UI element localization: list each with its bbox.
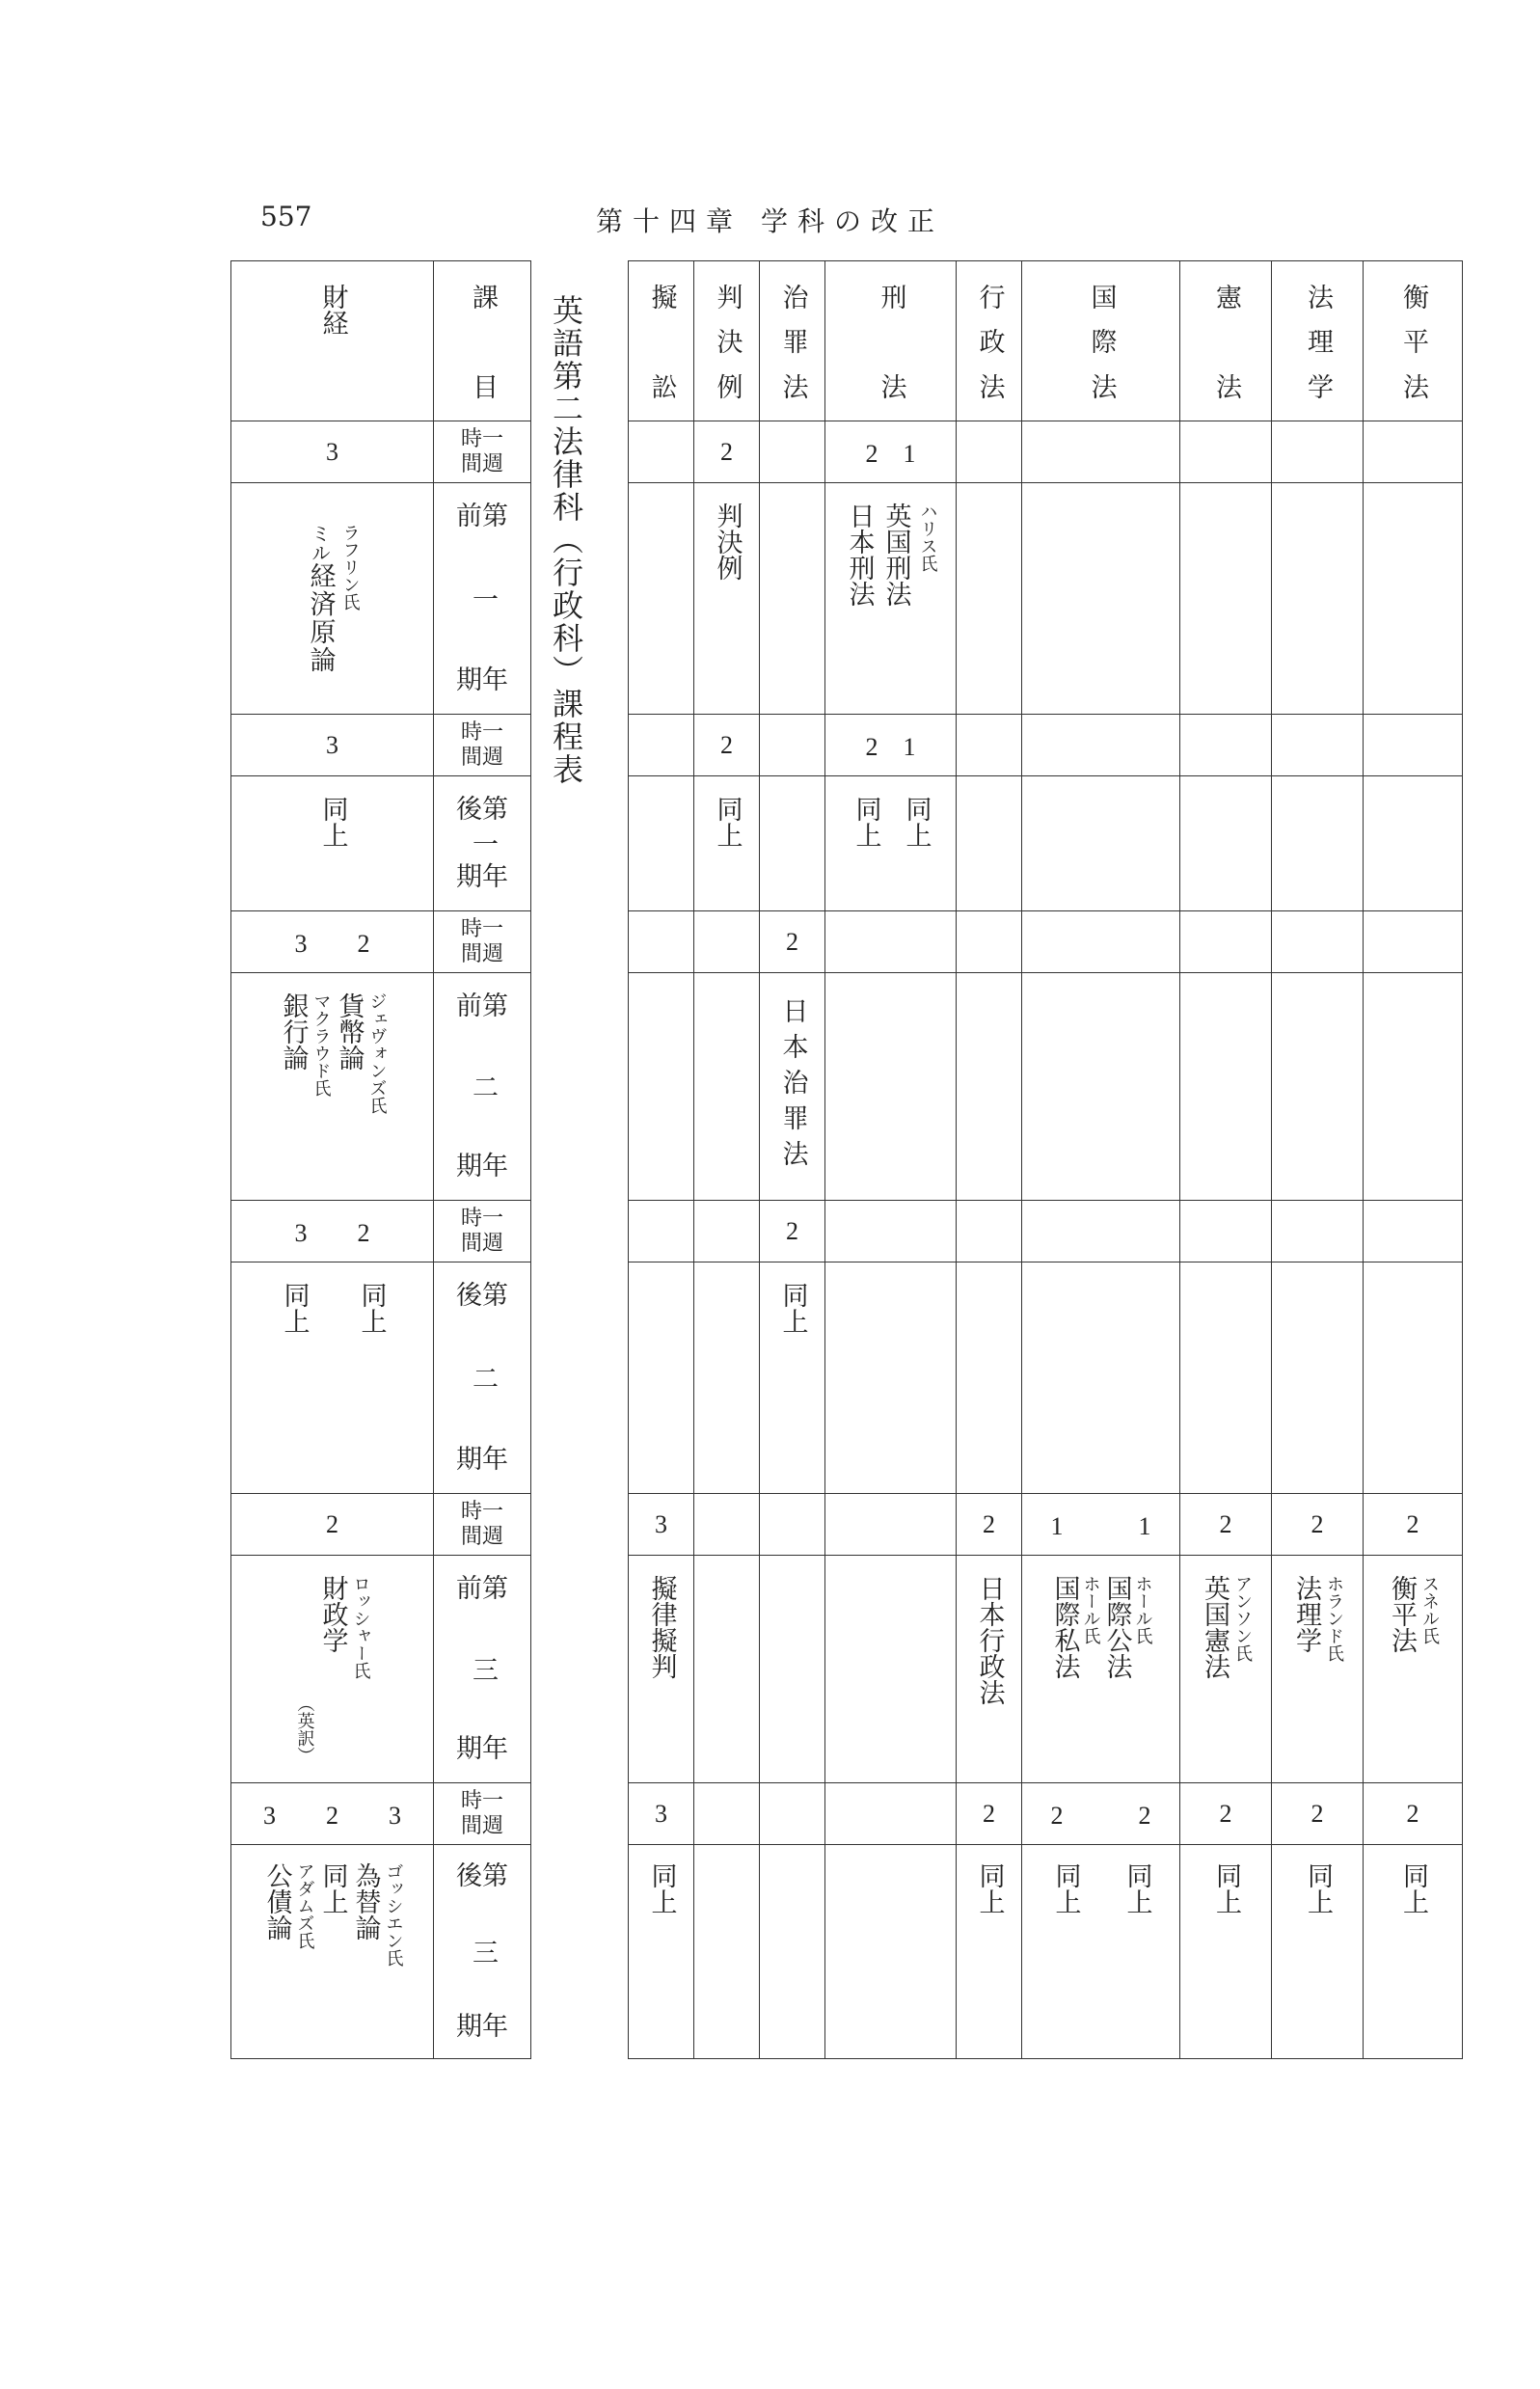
hours-y2-term1: 3 2 <box>231 911 434 973</box>
left-table: 財経 課 目 3 時一 間週 ラフリン氏 ミル 経済原論 前第 一 期年 3 時一 間週 同上 後第 一 期年 3 2 時一 間週 ジェヴォンズ氏 貨幣論 マクラウド氏 銀行論 前第 二 期年 3 2 時一 間週 同上 同上 後第 二 期年 2 時一 間週 ロッシャー氏 財政学 （英訳） 前第 三 期年 3 2 3 時一 間週 ゴッシエン氏 為替論 同上 アダムズ氏 公債論 後第 三 期年 <box>230 260 531 2059</box>
hours-y2-term2: 3 2 <box>231 1201 434 1262</box>
author-laughlin: ラフリン氏 <box>339 523 361 611</box>
header-administrative-law: 行 政 法 <box>957 261 1022 421</box>
subject-cell-y2-term1 <box>231 973 434 1201</box>
term-y1-term1 <box>434 483 531 715</box>
subject-cell-y2-term2: 同上 同上 <box>231 1262 434 1494</box>
header-row <box>629 261 1463 421</box>
running-head: 第十四章 学科の改正 <box>596 205 944 237</box>
subject-banking: 銀行論 <box>278 991 309 1071</box>
hours-y1-term1: 3 <box>231 421 434 483</box>
right-table: 擬 訟 判 決 例 治 罪 法 刑 法 行 政 法 国 際 法 憲 法 法 理 学 衡 平 法 2 2 1 判決例 ハリス氏 英国刑法 日本刑法 2 2 1 同上 同上 同上 2 日本治罪法 2 同上 3 2 1 1 2 2 2 擬律擬判 日本行政法 ホール氏 国際公法 ホール氏 国際私法 アンソン氏 英国憲法 ホランド氏 法理学 スネル氏 衡平法 3 2 2 2 2 2 2 同上 同上 同上 同上 同上 同上 同上 <box>628 260 1463 2059</box>
author-roscher: ロッシャー氏 <box>350 1574 371 1679</box>
jurisprudence-cell: ホランド氏 法理学 <box>1272 1556 1364 1783</box>
author-macleod: マクラウド氏 <box>311 991 332 1097</box>
subject-money: 貨幣論 <box>334 991 365 1071</box>
note-english-translation: （英訳） <box>294 1694 315 1764</box>
hours-label: 時一 間週 <box>434 421 531 483</box>
subject-mill-economics: ミル 経済原論 <box>305 523 336 674</box>
criminal-procedure-cell: 日本治罪法 <box>760 973 825 1201</box>
header-criminal-law: 刑 法 <box>825 261 957 421</box>
hours-y3-term2: 3 2 3 <box>231 1783 434 1845</box>
subject-exchange: 為替論 <box>350 1861 381 1941</box>
term-y2-term2: 後第 二 期年 <box>434 1262 531 1494</box>
term-label: 前第 一 期年 <box>456 501 508 695</box>
english-criminal-law: 英国刑法 <box>880 502 911 607</box>
header-economics-finance <box>231 261 434 421</box>
header-equity: 衡 平 法 <box>1364 261 1463 421</box>
author-adams: アダムズ氏 <box>294 1861 315 1949</box>
subject-cell-y1-term1 <box>231 483 434 715</box>
equity-cell: スネル氏 衡平法 <box>1364 1556 1463 1783</box>
japanese-criminal-law: 日本刑法 <box>844 502 875 607</box>
page-number: 557 <box>260 201 312 232</box>
subject-public-debt: 公債論 <box>261 1861 292 1941</box>
header-moot-court: 擬 訟 <box>629 261 694 421</box>
header-constitutional-law: 憲 法 <box>1180 261 1272 421</box>
header-criminal-procedure: 治 罪 法 <box>760 261 825 421</box>
hours-y1-term2: 3 <box>231 715 434 776</box>
header-case-law: 判 決 例 <box>694 261 760 421</box>
term-y3-term2: 後第 三 期年 <box>434 1845 531 2059</box>
table-caption: 英語第二法律科（行政科）課程表 <box>548 294 584 786</box>
header-economics: 財経 <box>317 283 348 336</box>
criminal-law-cell <box>825 483 957 715</box>
author-goschen: ゴッシエン氏 <box>383 1861 404 1967</box>
header-international-law: 国 際 法 <box>1022 261 1180 421</box>
subject-cell-y1-term2: 同上 <box>231 776 434 911</box>
subject-cell-y3-term1 <box>231 1556 434 1783</box>
header-jurisprudence: 法 理 学 <box>1272 261 1364 421</box>
moot-court-cell: 擬律擬判 <box>629 1556 694 1783</box>
hours-row: 2 2 1 <box>629 421 1463 483</box>
hours-y3-term1: 2 <box>231 1494 434 1556</box>
term-y3-term1: 前第 三 期年 <box>434 1556 531 1783</box>
term-y1-term2: 後第 一 期年 <box>434 776 531 911</box>
subject-public-finance: 財政学 <box>317 1574 348 1653</box>
subject-cell-y3-term2: ゴッシエン氏 為替論 同上 アダムズ氏 公債論 <box>231 1845 434 2059</box>
administrative-law-cell: 日本行政法 <box>957 1556 1022 1783</box>
author-harris: ハリス氏 <box>917 502 938 572</box>
international-law-cell: ホール氏 国際公法 ホール氏 国際私法 <box>1022 1556 1180 1783</box>
header-subject: 課 目 <box>434 261 531 421</box>
author-jevons: ジェヴォンズ氏 <box>366 991 388 1114</box>
constitutional-law-cell: アンソン氏 英国憲法 <box>1180 1556 1272 1783</box>
case-law-cell: 判決例 <box>694 483 760 715</box>
term-y2-term1: 前第 二 期年 <box>434 973 531 1201</box>
